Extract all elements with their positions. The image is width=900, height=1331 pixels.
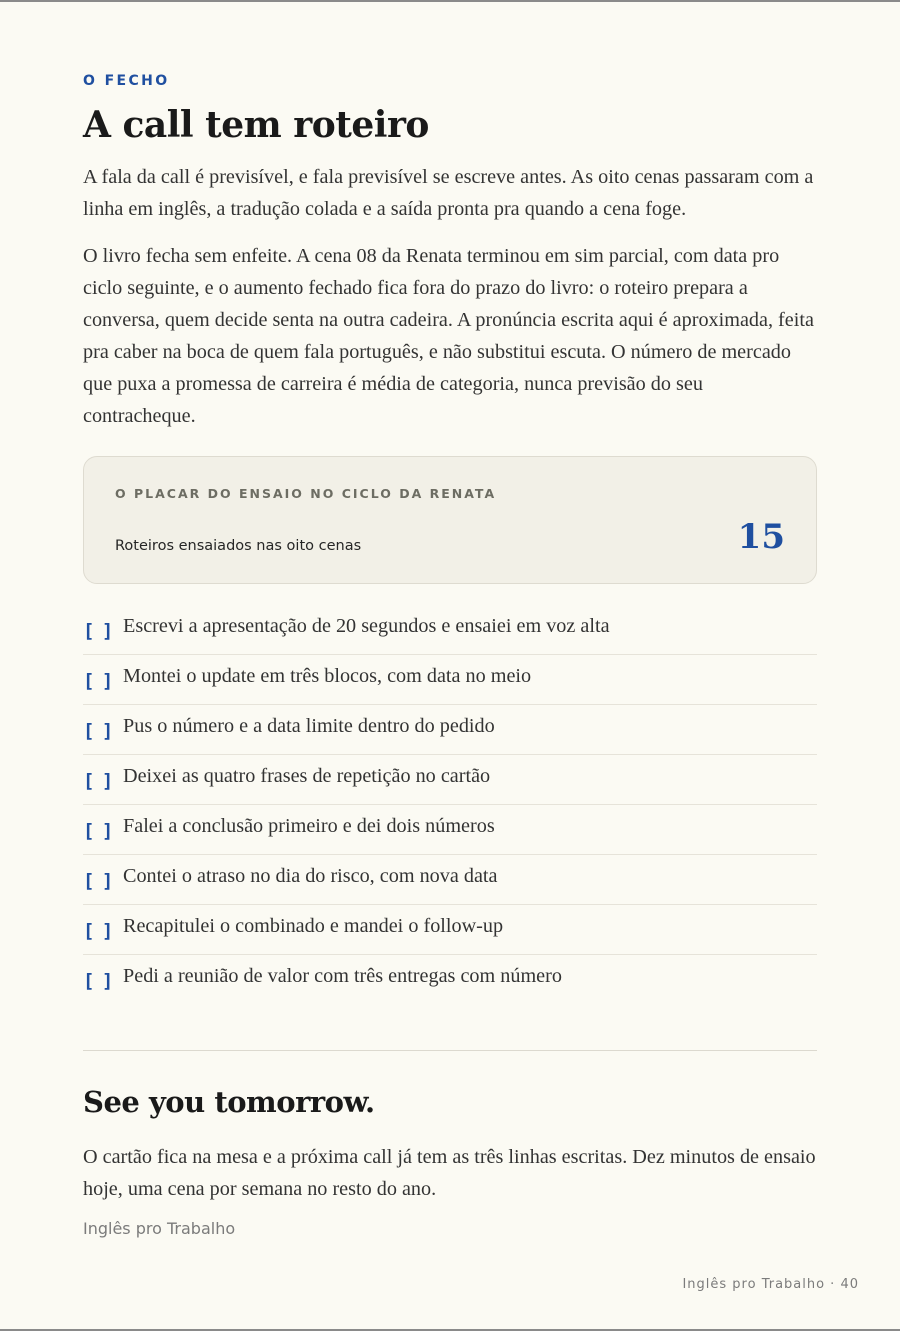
checklist-item[interactable]: [83, 955, 817, 1004]
checkbox[interactable]: [ ]: [83, 670, 112, 692]
checklist-item-text: Montei o update em três blocos, com data no meio: [123, 665, 532, 687]
checklist-item-text: Escrevi a apresentação de 20 segundos e ensaiei em voz alta: [123, 615, 610, 637]
scorecard-value: 15: [737, 517, 785, 557]
scorecard: [83, 456, 817, 584]
checklist-item-text: Recapitulei o combinado e mandei o follow-up: [123, 915, 504, 937]
checklist-item[interactable]: [83, 705, 817, 755]
checklist-item[interactable]: [83, 605, 817, 655]
checkbox[interactable]: [ ]: [83, 770, 112, 792]
top-border: [0, 0, 900, 2]
intro-paragraph: A fala da call é previsível, e fala previsível se escreve antes. As oito cenas passaram com a linha em inglês, a tradução colada e a saída pronta pra quando a cena foge.: [83, 166, 814, 220]
checkbox[interactable]: [ ]: [83, 870, 112, 892]
book-signature: Inglês pro Trabalho: [83, 1219, 236, 1238]
checklist-item-text: Falei a conclusão primeiro e dei dois números: [123, 815, 495, 837]
checklist-item[interactable]: [83, 905, 817, 955]
checklist: [83, 605, 817, 1004]
closing-title: See you tomorrow.: [83, 1085, 375, 1119]
checklist-item[interactable]: [83, 655, 817, 705]
checklist-item-text: Contei o atraso no dia do risco, com nova data: [123, 865, 498, 887]
checklist-item[interactable]: [83, 855, 817, 905]
closing-paragraph: O cartão fica na mesa e a próxima call já tem as três linhas escritas. Dez minutos de ensaio hoje, uma cena por semana no resto do ano.: [83, 1146, 816, 1200]
page-footer: Inglês pro Trabalho · 40: [682, 1277, 859, 1292]
checklist-item-text: Deixei as quatro frases de repetição no cartão: [123, 765, 491, 787]
disclaimer-paragraph: O livro fecha sem enfeite. A cena 08 da Renata terminou em sim parcial, com data pro ciclo seguinte, e o aumento fechado fica fora do prazo do livro: o roteiro prepara a conversa, quem decide senta na outra cadeira. A pronúncia escrita aqui é aproximada, feita pra caber na boca de quem fala português, e não substitui escuta. O número de mercado que puxa a promessa de carreira é média de categoria, nunca previsão do seu contracheque.: [83, 245, 814, 427]
checklist-item[interactable]: [83, 805, 817, 855]
checklist-item-text: Pus o número e a data limite dentro do pedido: [123, 715, 495, 737]
checkbox[interactable]: [ ]: [83, 970, 112, 992]
scorecard-description: Roteiros ensaiados nas oito cenas: [115, 538, 362, 554]
checklist-item-text: Pedi a reunião de valor com três entregas com número: [123, 965, 562, 987]
checklist-item[interactable]: [83, 755, 817, 805]
checkbox[interactable]: [ ]: [83, 920, 112, 942]
section-divider: [83, 1050, 817, 1051]
checkbox[interactable]: [ ]: [83, 820, 112, 842]
section-eyebrow: O FECHO: [83, 73, 170, 89]
scorecard-label: O PLACAR DO ENSAIO NO CICLO DA RENATA: [115, 486, 497, 501]
checkbox[interactable]: [ ]: [83, 620, 112, 642]
checkbox[interactable]: [ ]: [83, 720, 112, 742]
page-title: A call tem roteiro: [83, 104, 429, 146]
